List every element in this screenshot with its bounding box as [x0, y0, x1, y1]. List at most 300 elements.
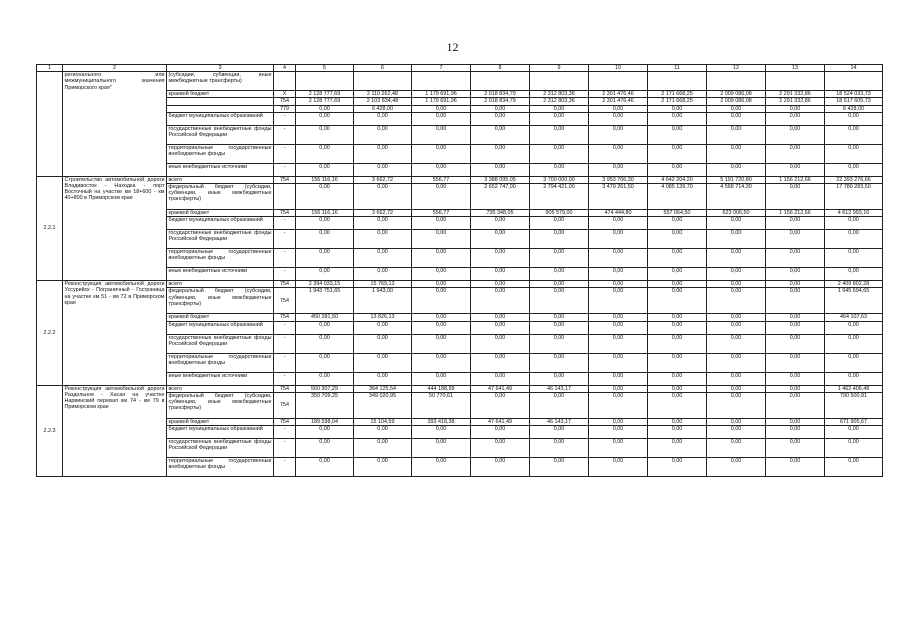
funding-source: краевой бюджет — [167, 91, 274, 98]
header-cell: 13 — [766, 65, 825, 72]
value-cell: 0,00 — [766, 163, 825, 176]
ministry-code: 754 — [274, 281, 296, 288]
value-cell: 0,00 — [471, 112, 530, 125]
value-cell: 0,00 — [825, 249, 883, 268]
value-cell: 0,00 — [296, 217, 354, 230]
value-cell: 4 085 139,70 — [648, 184, 707, 210]
value-cell: 2 171 668,25 — [648, 91, 707, 98]
value-cell: 2 409 802,28 — [825, 281, 883, 288]
value-cell: 0,00 — [471, 392, 530, 418]
value-cell: 46 143,17 — [530, 418, 589, 425]
value-cell: 0,00 — [296, 249, 354, 268]
value-cell: 0,00 — [296, 426, 354, 439]
value-cell: 0,00 — [589, 458, 648, 477]
value-cell: 0,00 — [412, 372, 471, 385]
value-cell: 0,00 — [589, 418, 648, 425]
value-cell — [825, 72, 883, 91]
object-name: Реконструкция автомобильной дороги Раздольное - Хасан на участке Нарвинский перевал км 74 - км 79 в Приморском крае — [63, 385, 167, 476]
value-cell: 0,00 — [825, 144, 883, 163]
value-cell: 393 418,38 — [412, 418, 471, 425]
value-cell: 0,00 — [530, 458, 589, 477]
value-cell: 0,00 — [296, 268, 354, 281]
funding-source: иные внебюджетные источники — [167, 268, 274, 281]
value-cell: 0,00 — [412, 105, 471, 112]
value-cell: 1 156 212,66 — [766, 210, 825, 217]
value-cell: 0,00 — [766, 249, 825, 268]
row-code: 2.2.2 — [37, 281, 63, 385]
header-cell: 1 — [37, 65, 63, 72]
value-cell: 0,00 — [530, 426, 589, 439]
value-cell: 0,00 — [296, 144, 354, 163]
value-cell: 0,00 — [354, 268, 412, 281]
ministry-code: 754 — [274, 288, 296, 314]
value-cell: 156 116,16 — [296, 176, 354, 183]
value-cell: 364 125,54 — [354, 385, 412, 392]
value-cell: 0,00 — [766, 184, 825, 210]
value-cell: 0,00 — [412, 217, 471, 230]
value-cell: 2 794 421,00 — [530, 184, 589, 210]
value-cell: 0,00 — [296, 372, 354, 385]
value-cell — [766, 72, 825, 91]
ministry-code: - — [274, 163, 296, 176]
value-cell: 3 662,72 — [354, 210, 412, 217]
ministry-code: 754 — [274, 176, 296, 183]
value-cell: 0,00 — [589, 385, 648, 392]
value-cell: 1 179 691,96 — [412, 98, 471, 105]
value-cell: 0,00 — [707, 426, 766, 439]
value-cell: 0,00 — [707, 372, 766, 385]
value-cell: 0,00 — [530, 439, 589, 458]
funding-source: краевой бюджет — [167, 210, 274, 217]
table-row — [37, 281, 883, 288]
value-cell: 0,00 — [296, 163, 354, 176]
ministry-code — [274, 184, 296, 210]
row-code — [37, 72, 63, 177]
value-cell: 1 156 212,66 — [766, 176, 825, 183]
value-cell: 0,00 — [707, 112, 766, 125]
value-cell: 905 579,00 — [530, 210, 589, 217]
value-cell: 2 171 668,25 — [648, 98, 707, 105]
value-cell: 0,00 — [354, 184, 412, 210]
value-cell: 0,00 — [648, 334, 707, 353]
funding-source: федеральный бюджет (субсидии, субвенции, иные межбюджетные трансферты) — [167, 288, 274, 314]
header-cell: 5 — [296, 65, 354, 72]
value-cell: 0,00 — [648, 321, 707, 334]
value-cell: 0,00 — [471, 372, 530, 385]
value-cell: 450 281,50 — [296, 314, 354, 321]
budget-table — [36, 64, 883, 477]
value-cell: 0,00 — [825, 334, 883, 353]
value-cell: 13 826,13 — [354, 314, 412, 321]
value-cell: 0,00 — [471, 281, 530, 288]
value-cell: 0,00 — [589, 353, 648, 372]
value-cell: 0,00 — [707, 105, 766, 112]
value-cell: 0,00 — [296, 230, 354, 249]
value-cell: 0,00 — [471, 334, 530, 353]
value-cell: 2 652 747,00 — [471, 184, 530, 210]
value-cell: 1 943 751,65 — [296, 288, 354, 314]
ministry-code: - — [274, 230, 296, 249]
value-cell: 0,00 — [296, 112, 354, 125]
value-cell: 2 018 834,79 — [471, 98, 530, 105]
value-cell: 2 110 262,48 — [354, 91, 412, 98]
funding-source: территориальные государственные внебюджетные фонды — [167, 353, 274, 372]
header-cell: 7 — [412, 65, 471, 72]
value-cell: 560 307,29 — [296, 385, 354, 392]
value-cell: 0,00 — [412, 458, 471, 477]
value-cell: 0,00 — [766, 392, 825, 418]
value-cell: 156 116,16 — [296, 210, 354, 217]
value-cell: 0,00 — [825, 372, 883, 385]
value-cell: 0,00 — [412, 230, 471, 249]
value-cell: 17 780 283,50 — [825, 184, 883, 210]
value-cell: 0,00 — [589, 105, 648, 112]
value-cell: 0,00 — [471, 314, 530, 321]
value-cell: 0,00 — [766, 112, 825, 125]
ministry-code: - — [274, 321, 296, 334]
funding-source: краевой бюджет — [167, 314, 274, 321]
value-cell: 556,77 — [412, 210, 471, 217]
value-cell: 0,00 — [589, 439, 648, 458]
value-cell: 0,00 — [825, 217, 883, 230]
value-cell — [530, 72, 589, 91]
value-cell: 2 009 086,08 — [707, 91, 766, 98]
value-cell: 0,00 — [589, 217, 648, 230]
value-cell: 0,00 — [296, 125, 354, 144]
value-cell: 444 188,99 — [412, 385, 471, 392]
value-cell: 22 393 276,66 — [825, 176, 883, 183]
ministry-code: - — [274, 144, 296, 163]
value-cell: 0,00 — [589, 112, 648, 125]
value-cell: 0,00 — [766, 353, 825, 372]
funding-source: краевой бюджет — [167, 418, 274, 425]
value-cell: 0,00 — [354, 125, 412, 144]
value-cell: 0,00 — [648, 314, 707, 321]
value-cell: 0,00 — [296, 184, 354, 210]
ministry-code: 754 — [274, 314, 296, 321]
funding-source: государственные внебюджетные фонды Российской Федерации — [167, 230, 274, 249]
value-cell: 189 598,04 — [296, 418, 354, 425]
value-cell: 0,00 — [648, 112, 707, 125]
value-cell: 3 662,72 — [354, 176, 412, 183]
value-cell: 0,00 — [412, 426, 471, 439]
value-cell: 0,00 — [412, 144, 471, 163]
value-cell: 46 143,17 — [530, 385, 589, 392]
value-cell: 474 444,80 — [589, 210, 648, 217]
value-cell: 18 517 605,73 — [825, 98, 883, 105]
ministry-code: 754 — [274, 385, 296, 392]
value-cell: 0,00 — [648, 353, 707, 372]
ministry-code: 779 — [274, 105, 296, 112]
value-cell: 0,00 — [471, 163, 530, 176]
value-cell: 0,00 — [471, 217, 530, 230]
value-cell: 0,00 — [471, 353, 530, 372]
value-cell: 0,00 — [412, 288, 471, 314]
value-cell: 0,00 — [530, 144, 589, 163]
value-cell: 0,00 — [296, 105, 354, 112]
ministry-code: - — [274, 112, 296, 125]
value-cell: 0,00 — [354, 144, 412, 163]
value-cell: 0,00 — [648, 144, 707, 163]
ministry-code: - — [274, 125, 296, 144]
value-cell: 0,00 — [707, 418, 766, 425]
value-cell: 0,00 — [707, 392, 766, 418]
header-cell: 10 — [589, 65, 648, 72]
value-cell: 0,00 — [296, 439, 354, 458]
value-cell: 0,00 — [707, 439, 766, 458]
table-body — [37, 65, 883, 477]
value-cell: 0,00 — [707, 458, 766, 477]
value-cell: 0,00 — [589, 163, 648, 176]
ministry-code: 754 — [274, 98, 296, 105]
header-cell: 4 — [274, 65, 296, 72]
funding-source: бюджет муниципальных образований — [167, 426, 274, 439]
value-cell: 2 312 803,36 — [530, 98, 589, 105]
value-cell: 0,00 — [589, 314, 648, 321]
value-cell: 0,00 — [589, 249, 648, 268]
value-cell: 0,00 — [296, 321, 354, 334]
page-number: 12 — [446, 40, 459, 54]
value-cell: 0,00 — [707, 314, 766, 321]
value-cell: 4 568 714,30 — [707, 184, 766, 210]
value-cell: 0,00 — [589, 334, 648, 353]
ministry-code: - — [274, 217, 296, 230]
value-cell: 0,00 — [648, 372, 707, 385]
value-cell: 15 769,13 — [354, 281, 412, 288]
value-cell: 0,00 — [412, 268, 471, 281]
value-cell: 0,00 — [530, 105, 589, 112]
value-cell: 0,00 — [825, 426, 883, 439]
value-cell: 0,00 — [471, 439, 530, 458]
value-cell: 2 301 476,46 — [589, 91, 648, 98]
value-cell: 0,00 — [707, 163, 766, 176]
value-cell: 0,00 — [589, 230, 648, 249]
value-cell: 0,00 — [412, 125, 471, 144]
value-cell: 0,00 — [766, 372, 825, 385]
ministry-code: - — [274, 458, 296, 477]
value-cell: 0,00 — [766, 321, 825, 334]
value-cell: 0,00 — [530, 217, 589, 230]
funding-source: всего — [167, 176, 274, 183]
value-cell: 0,00 — [766, 230, 825, 249]
value-cell: 0,00 — [530, 353, 589, 372]
value-cell: 5 191 720,80 — [707, 176, 766, 183]
funding-source: федеральный бюджет (субсидии, субвенции, иные межбюджетные трансферты) — [167, 392, 274, 418]
value-cell: 47 641,49 — [471, 418, 530, 425]
value-cell: 0,00 — [412, 281, 471, 288]
value-cell: 0,00 — [648, 217, 707, 230]
value-cell: 0,00 — [766, 334, 825, 353]
value-cell: 0,00 — [766, 288, 825, 314]
header-cell: 14 — [825, 65, 883, 72]
value-cell: 6 428,00 — [354, 105, 412, 112]
value-cell: 1 943,00 — [354, 288, 412, 314]
value-cell: 0,00 — [648, 458, 707, 477]
value-cell: 0,00 — [825, 268, 883, 281]
value-cell: 1 179 691,96 — [412, 91, 471, 98]
value-cell: 557 064,50 — [648, 210, 707, 217]
value-cell: 0,00 — [825, 125, 883, 144]
value-cell — [707, 72, 766, 91]
value-cell: 0,00 — [707, 249, 766, 268]
ministry-code: - — [274, 353, 296, 372]
value-cell: 50 770,61 — [412, 392, 471, 418]
ministry-code: 754 — [274, 210, 296, 217]
value-cell: 0,00 — [354, 249, 412, 268]
value-cell: 0,00 — [589, 281, 648, 288]
value-cell: 735 348,05 — [471, 210, 530, 217]
value-cell: 0,00 — [354, 321, 412, 334]
value-cell: 0,00 — [707, 288, 766, 314]
value-cell: 0,00 — [296, 334, 354, 353]
value-cell: 2 291 332,86 — [766, 98, 825, 105]
value-cell: 0,00 — [766, 458, 825, 477]
value-cell: 0,00 — [648, 105, 707, 112]
value-cell: 0,00 — [530, 249, 589, 268]
row-code: 2.2.3 — [37, 385, 63, 476]
ministry-code: 754 — [274, 418, 296, 425]
value-cell: 0,00 — [648, 125, 707, 144]
value-cell: 0,00 — [412, 334, 471, 353]
funding-source: территориальные государственные внебюджетные фонды — [167, 249, 274, 268]
value-cell: 0,00 — [707, 281, 766, 288]
funding-source: бюджет муниципальных образований — [167, 112, 274, 125]
value-cell: 0,00 — [648, 439, 707, 458]
value-cell: 0,00 — [530, 163, 589, 176]
ministry-code: X — [274, 91, 296, 98]
funding-source: территориальные государственные внебюджетные фонды — [167, 144, 274, 163]
value-cell: 0,00 — [471, 230, 530, 249]
value-cell: 0,00 — [354, 426, 412, 439]
header-cell: 12 — [707, 65, 766, 72]
value-cell: 0,00 — [471, 105, 530, 112]
table-header-row — [37, 65, 883, 72]
value-cell: 0,00 — [412, 249, 471, 268]
value-cell: 0,00 — [412, 163, 471, 176]
value-cell: 0,00 — [766, 418, 825, 425]
value-cell: 0,00 — [766, 268, 825, 281]
value-cell: 0,00 — [766, 281, 825, 288]
value-cell: 0,00 — [530, 334, 589, 353]
header-cell: 2 — [63, 65, 167, 72]
value-cell: 0,00 — [707, 217, 766, 230]
ministry-code: - — [274, 426, 296, 439]
value-cell: 0,00 — [530, 372, 589, 385]
value-cell: 0,00 — [589, 144, 648, 163]
funding-source: государственные внебюджетные фонды Российской Федерации — [167, 125, 274, 144]
value-cell: 0,00 — [825, 321, 883, 334]
value-cell — [296, 72, 354, 91]
value-cell: 0,00 — [589, 426, 648, 439]
value-cell: 0,00 — [412, 321, 471, 334]
value-cell: 3 479 261,50 — [589, 184, 648, 210]
funding-source: территориальные государственные внебюджетные фонды — [167, 458, 274, 477]
value-cell: 0,00 — [412, 184, 471, 210]
value-cell: 0,00 — [530, 314, 589, 321]
value-cell: 0,00 — [766, 144, 825, 163]
value-cell: 18 524 033,73 — [825, 91, 883, 98]
value-cell: 556,77 — [412, 176, 471, 183]
value-cell: 1 462 406,48 — [825, 385, 883, 392]
value-cell: 0,00 — [530, 268, 589, 281]
value-cell: 0,00 — [296, 458, 354, 477]
table-row — [37, 72, 883, 91]
value-cell: 3 700 000,00 — [530, 176, 589, 183]
value-cell: 0,00 — [589, 321, 648, 334]
object-name: Строительство автомобильной дороги Владивосток - Находка - порт Восточный на участке км 18+600 - км 40+800 в Приморском крае — [63, 176, 167, 280]
value-cell: 0,00 — [648, 418, 707, 425]
value-cell: 2 009 086,08 — [707, 98, 766, 105]
value-cell: 0,00 — [648, 385, 707, 392]
funding-source: федеральный бюджет (субсидии, субвенции, иные межбюджетные трансферты) — [167, 184, 274, 210]
value-cell: 0,00 — [766, 125, 825, 144]
value-cell: 0,00 — [589, 125, 648, 144]
value-cell: 0,00 — [589, 288, 648, 314]
value-cell: 0,00 — [471, 426, 530, 439]
row-code: 2.2.1 — [37, 176, 63, 280]
value-cell: 0,00 — [648, 281, 707, 288]
value-cell: 6 428,00 — [825, 105, 883, 112]
value-cell: 0,00 — [766, 439, 825, 458]
value-cell: 0,00 — [707, 268, 766, 281]
value-cell: 0,00 — [648, 230, 707, 249]
value-cell: 0,00 — [648, 392, 707, 418]
value-cell: 0,00 — [825, 112, 883, 125]
value-cell: 0,00 — [354, 334, 412, 353]
funding-source: бюджет муниципальных образований — [167, 321, 274, 334]
value-cell: 0,00 — [471, 458, 530, 477]
value-cell: 0,00 — [471, 321, 530, 334]
ministry-code: - — [274, 372, 296, 385]
ministry-code: - — [274, 334, 296, 353]
table-row — [37, 385, 883, 392]
value-cell: 0,00 — [766, 217, 825, 230]
value-cell: 0,00 — [530, 392, 589, 418]
header-cell: 3 — [167, 65, 274, 72]
value-cell: 0,00 — [530, 288, 589, 314]
funding-source — [167, 98, 274, 105]
value-cell: 1 945 694,65 — [825, 288, 883, 314]
value-cell: 0,00 — [766, 105, 825, 112]
value-cell: 2 103 834,48 — [354, 98, 412, 105]
value-cell: 0,00 — [296, 353, 354, 372]
ministry-code: - — [274, 268, 296, 281]
value-cell: 2 291 332,86 — [766, 91, 825, 98]
value-cell: 2 128 777,69 — [296, 98, 354, 105]
value-cell: 0,00 — [707, 230, 766, 249]
value-cell: 464 107,63 — [825, 314, 883, 321]
value-cell: 0,00 — [589, 268, 648, 281]
ministry-code — [274, 72, 296, 91]
value-cell: 0,00 — [471, 249, 530, 268]
funding-source: всего — [167, 385, 274, 392]
value-cell: 0,00 — [471, 288, 530, 314]
value-cell: 0,00 — [354, 439, 412, 458]
funding-source: государственные внебюджетные фонды Российской Федерации — [167, 439, 274, 458]
value-cell: 2 312 803,36 — [530, 91, 589, 98]
value-cell: 0,00 — [354, 112, 412, 125]
value-cell: 0,00 — [354, 458, 412, 477]
value-cell: 0,00 — [766, 314, 825, 321]
value-cell: 2 018 834,79 — [471, 91, 530, 98]
value-cell: 0,00 — [707, 144, 766, 163]
funding-source: иные внебюджетные источники — [167, 372, 274, 385]
value-cell — [412, 72, 471, 91]
value-cell: 0,00 — [707, 334, 766, 353]
value-cell: 0,00 — [471, 268, 530, 281]
value-cell: 0,00 — [648, 163, 707, 176]
value-cell — [589, 72, 648, 91]
